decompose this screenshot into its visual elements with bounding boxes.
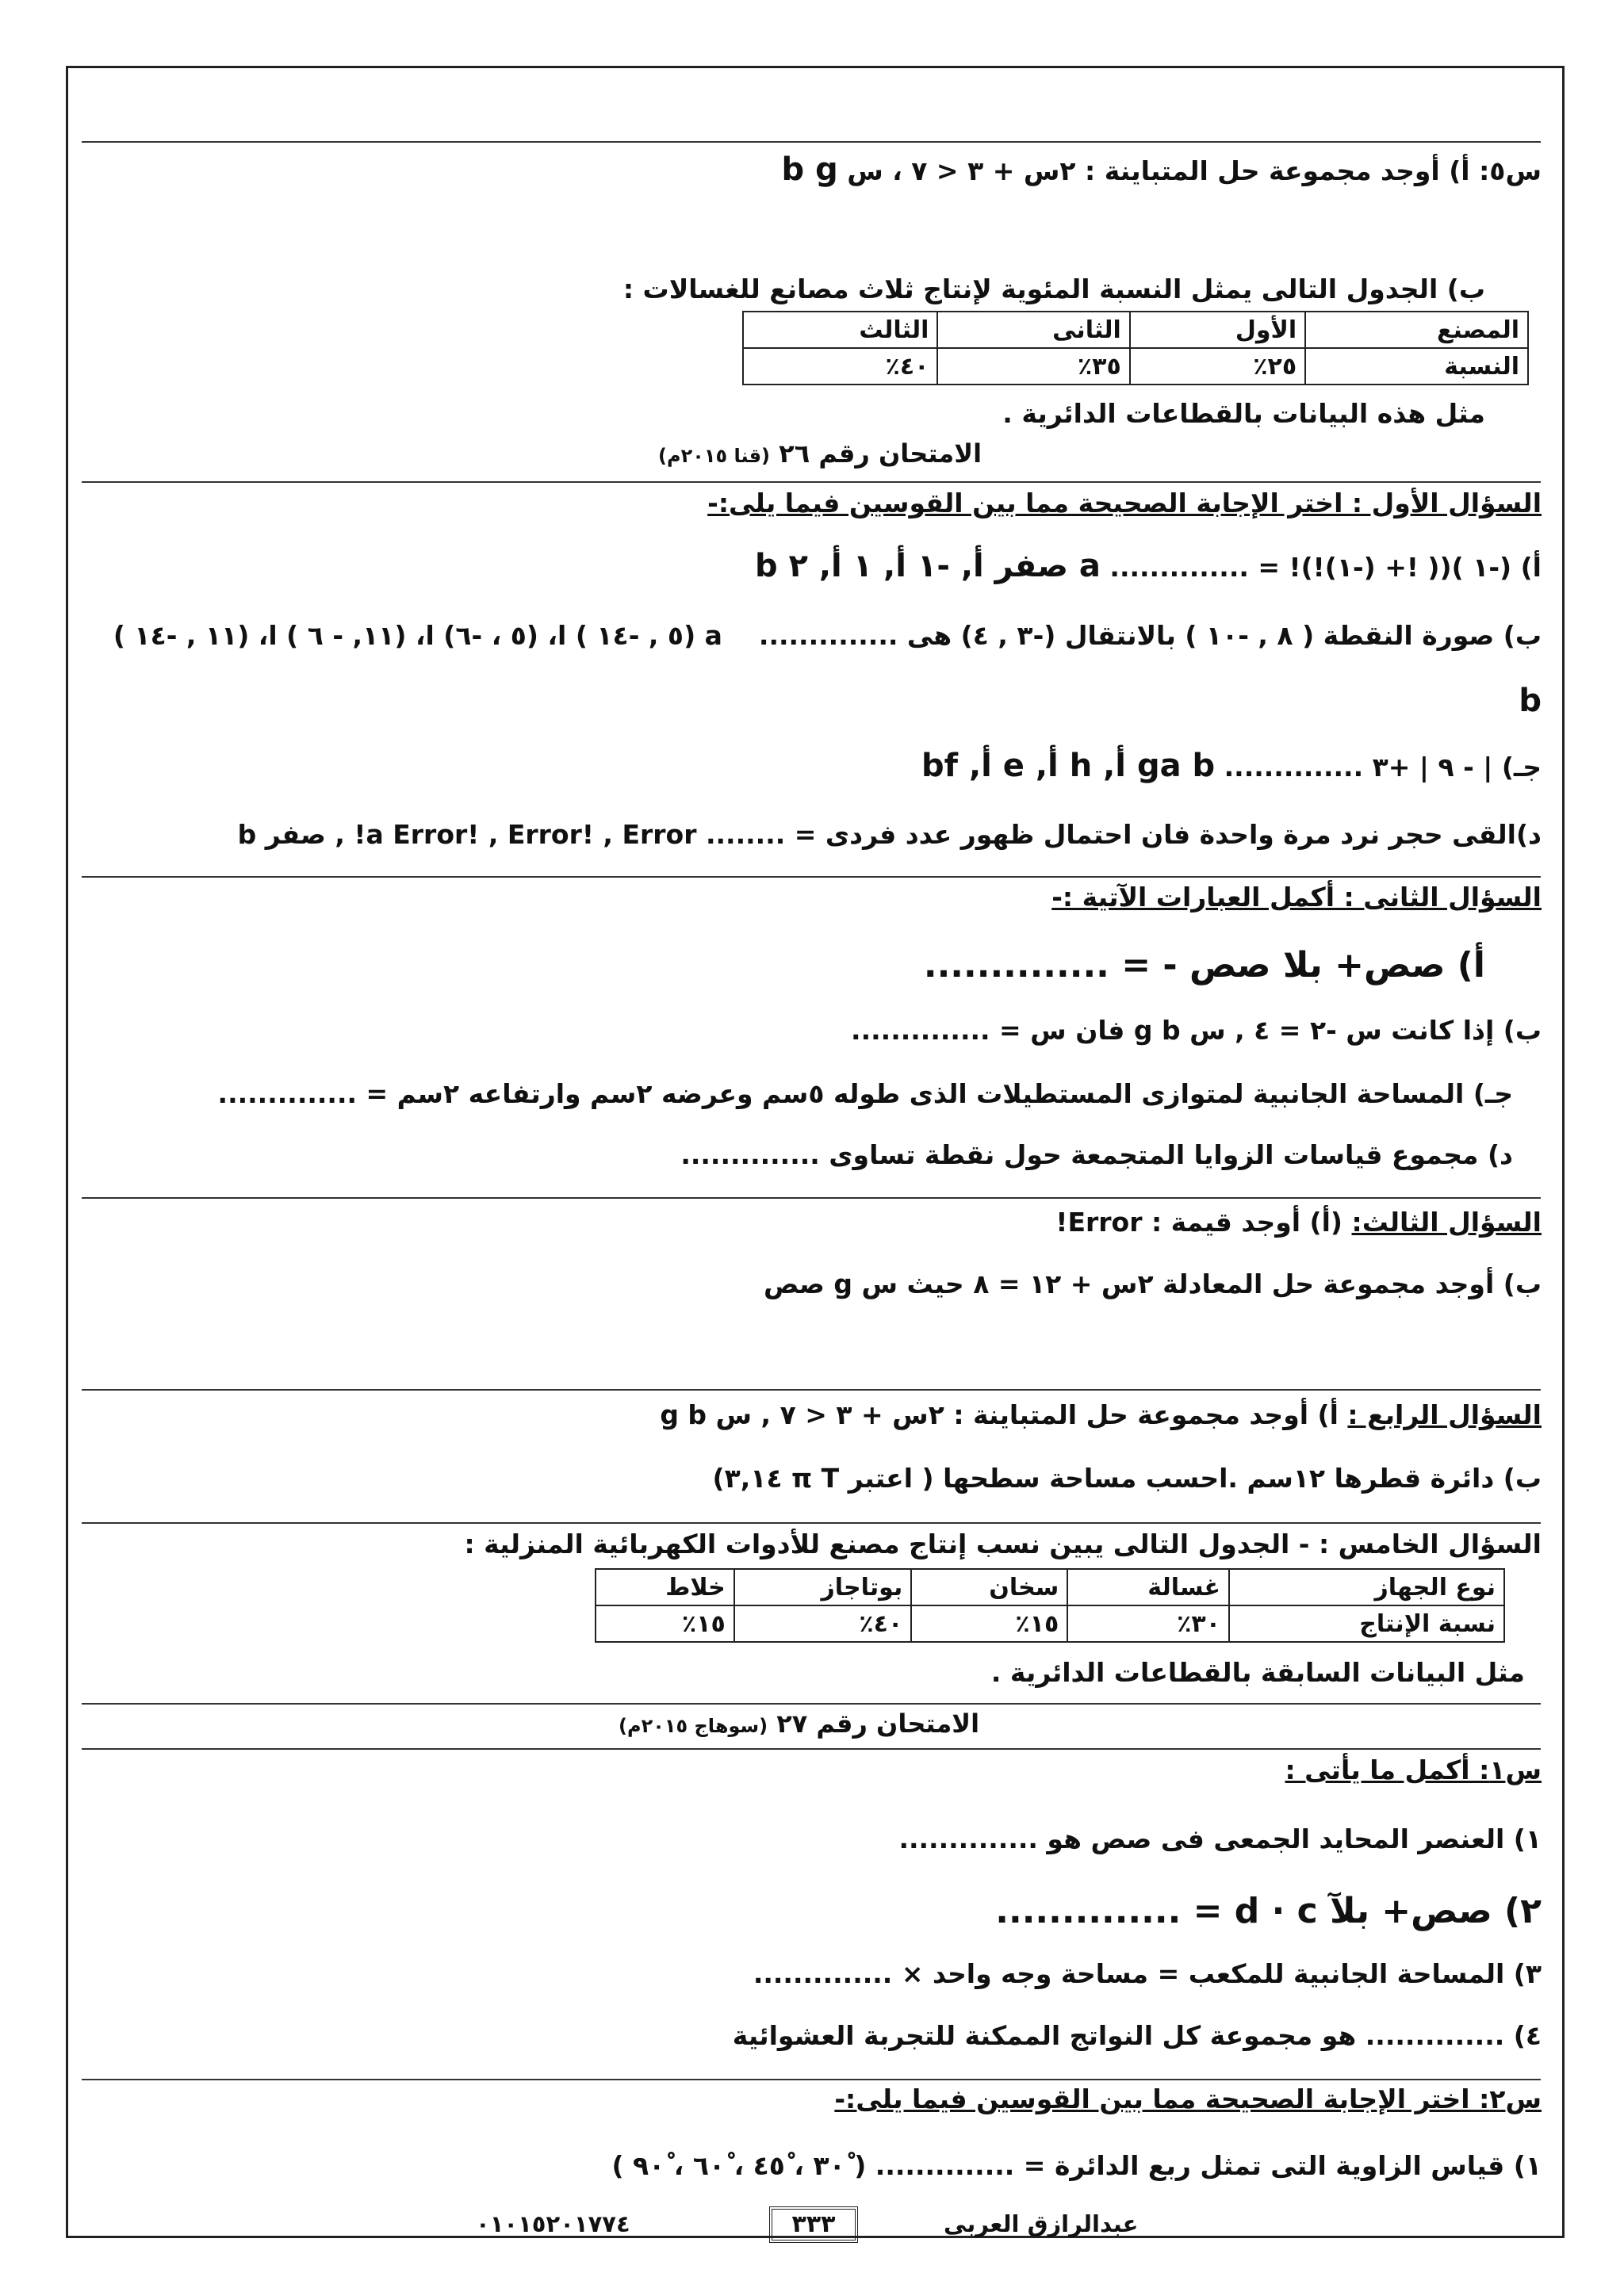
- table-cell: ٣٠٪: [1067, 1605, 1229, 1642]
- s1-item-1: ١) العنصر المحايد الجمعى فى صص هو ..............: [898, 1823, 1542, 1854]
- table-cell: الثانى: [937, 312, 1129, 348]
- table-row: [743, 312, 1528, 348]
- separator: [82, 1197, 1541, 1199]
- q5-title: السؤال الخامس : - الجدول التالى يبين نسب إنتاج مصنع للأدوات الكهربائية المنزلية :: [464, 1529, 1542, 1559]
- table-row: [596, 1569, 1504, 1605]
- q5-note-2: مثل البيانات السابقة بالقطاعات الدائرية .: [990, 1657, 1525, 1688]
- table-cell: نسبة الإنتاج: [1229, 1605, 1504, 1642]
- separator: [82, 141, 1541, 143]
- q1-a: أ) (-١ )(( !+ (-١)!)! = .............. a صفر أ, -١ أ, ١ أ, ٢ b: [754, 548, 1542, 584]
- separator: [82, 1522, 1541, 1524]
- q3-b: ب) أوجد مجموعة حل المعادلة ٢س + ١٢ = ٨ حيث س g صص: [763, 1269, 1542, 1299]
- table-cell: نوع الجهاز: [1229, 1569, 1504, 1605]
- table-row: [596, 1605, 1504, 1642]
- table-cell: الثالث: [743, 312, 937, 348]
- separator: [82, 1748, 1541, 1750]
- q1-b-symbol: b: [1519, 683, 1542, 719]
- table-cell: بوتاجاز: [734, 1569, 911, 1605]
- q2-d: د) مجموع قياسات الزوايا المتجمعة حول نقطة تساوى ..............: [680, 1139, 1513, 1170]
- table-cell: ٤٠٪: [743, 348, 937, 385]
- exam-title: الامتحان رقم ٢٦ (قنا ٢٠١٥م): [658, 438, 982, 469]
- separator: [82, 1703, 1541, 1705]
- table-cell: سخان: [911, 1569, 1067, 1605]
- table-cell: ٢٥٪: [1130, 348, 1305, 385]
- table-cell: ٣٥٪: [937, 348, 1129, 385]
- s1-item-4: ٤) .............. هو مجموعة كل النواتج الممكنة للتجربة العشوائية: [732, 2020, 1542, 2051]
- table-row: [743, 348, 1528, 385]
- q5-line-b: ب) الجدول التالى يمثل النسبة المئوية لإنتاج ثلاث مصانع للغسالات :: [622, 274, 1485, 304]
- separator: [82, 1389, 1541, 1391]
- q5-line-a: س٥: أ) أوجد مجموعة حل المتباينة : ٢س + ٣ < ٧ ، س b g: [781, 151, 1542, 188]
- separator: [82, 2079, 1541, 2080]
- table-cell: خلاط: [596, 1569, 734, 1605]
- table-cell: ١٥٪: [911, 1605, 1067, 1642]
- exam-title: الامتحان رقم ٢٧ (سوهاج ٢٠١٥م): [619, 1709, 980, 1739]
- q2-title: السؤال الثانى : أكمل العبارات الآتية :-: [1051, 882, 1542, 913]
- separator: [82, 876, 1541, 878]
- s2-title: س٢: اختر الإجابة الصحيحة مما بين القوسين فيما يلى:-: [834, 2084, 1542, 2114]
- q1-b: ب) صورة النقطة ( ٨ , -١٠ ) بالانتقال (-٣ , ٤) هى .............. a (٥ , -١٤ ) ا، (٥ ، -٦) ا، (١١, - ٦ ) ا، (١١ , -١٤ ): [113, 620, 1542, 651]
- table-cell: النسبة: [1305, 348, 1528, 385]
- footer-author: عبدالرازق العربى: [944, 2210, 1139, 2237]
- table-cell: غسالة: [1067, 1569, 1229, 1605]
- page-number: ٣٣٣: [769, 2206, 858, 2243]
- q5-production-table: [595, 1568, 1505, 1643]
- q4-a: السؤال الرابع : أ) أوجد مجموعة حل المتباينة : ٢س + ٣ < ٧ , س g b: [660, 1399, 1542, 1430]
- s2-item-1: ١) قياس الزاوية التى تمثل ربع الدائرة = .............. ( ٣٠ْ ، ٤٥ْ ، ٦٠ْ ، ٩٠ْ ): [611, 2150, 1542, 2181]
- table-cell: ٤٠٪: [734, 1605, 911, 1642]
- table-cell: الأول: [1130, 312, 1305, 348]
- q1-title: السؤال الأول : اختر الإجابة الصحيحة مما بين القوسين فيما يلى:-: [707, 488, 1542, 519]
- q2-b: ب) إذا كانت س -٢ = ٤ , س g b فان س = ..............: [851, 1015, 1542, 1046]
- q2-c: جـ) المساحة الجانبية لمتوازى المستطيلات الذى طوله ٥سم وعرضه ٢سم وارتفاعه ٢سم = ..............: [217, 1078, 1513, 1109]
- q2-a: أ) صص+ بلا صص - = ..............: [923, 945, 1485, 985]
- table-cell: ١٥٪: [596, 1605, 734, 1642]
- separator: [82, 481, 1541, 483]
- q5-note: مثل هذه البيانات بالقطاعات الدائرية .: [1002, 398, 1485, 429]
- q3-title: السؤال الثالث: (أ) أوجد قيمة : Error!: [1055, 1207, 1542, 1238]
- q4-b: ب) دائرة قطرها ١٢سم .احسب مساحة سطحها ( اعتبر π T ٣,١٤): [712, 1463, 1542, 1494]
- q1-d: د)القى حجر نرد مرة واحدة فان احتمال ظهور عدد فردى = ........ a Error! , Error! , Error! , صفر b: [237, 819, 1542, 850]
- table-cell: المصنع: [1305, 312, 1528, 348]
- q5-data-table: [742, 311, 1529, 385]
- s1-title: س١: أكمل ما يأتى :: [1285, 1755, 1542, 1785]
- footer-phone: ٠١٠١٥٢٠١٧٧٤: [476, 2210, 630, 2237]
- s1-item-3: ٣) المساحة الجانبية للمكعب = مساحة وجه واحد × ..............: [753, 1958, 1542, 1989]
- q1-c: جـ) | - ٩ | +٣ .............. ga b أ, h أ, e أ, bf: [921, 748, 1542, 784]
- s1-item-2: ٢) صص+ بلآ d · c = ..............: [995, 1891, 1542, 1931]
